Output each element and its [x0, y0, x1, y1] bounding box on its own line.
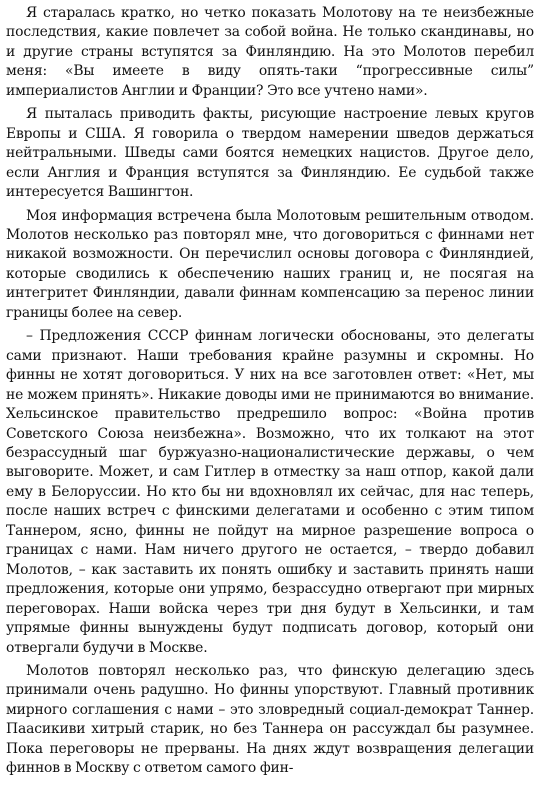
- paragraph-4: – Предложения СССР финнам логически обоснованы, это делегаты сами признают. Наши требования крайне разумны и скромны. Но финны не хотят договориться. У них на все заготовлен ответ: «Нет, мы не можем принять». Никакие доводы ими не принимаются во внимание. Хельсинское правительство предрешило вопрос: «Война против Советского Союза неизбежна». Возможно, что их толкают на этот безрассудный шаг буржуазно-националистические державы, о чем выговорите. Может, и сам Гитлер в отместку за наш отпор, какой дали ему в Белоруссии. Но кто бы ни вдохновлял их сейчас, для нас теперь, после наших встреч с финскими делегатами и особенно с этим типом Таннером, ясно, финны не пойдут на мирное разрешение вопроса о границах с нами. Нам ничего другого не остается, – твердо добавил Молотов, – как заставить их понять ошибку и заставить принять наши предложения, которые они упрямо, безрассудно отвергают при мирных переговорах. Наши войска через три дня будут в Хельсинки, и там упрямые финны вынуждены будут подписать договор, который они отвергали будучи в Москве.: [6, 328, 534, 656]
- paragraph-5: Молотов повторял несколько раз, что финскую делегацию здесь принимали очень радушно. Но финны упорствуют. Главный противник мирного соглашения с нами – это зловредный социал-демократ Таннер. Паасикиви хитрый старик, но без Таннера он рассуждал бы разумнее. Пока переговоры не прерваны. На днях ждут возвращения делегации финнов в Москву с ответом самого фин-: [6, 662, 534, 777]
- paragraph-1: Я старалась кратко, но четко показать Молотову на те неизбежные последствия, какие повлечет за собой война. Не только скандинавы, но и другие страны вступятся за Финляндию. На это Молотов перебил меня: «Вы имеете в виду опять-таки “прогрессивные силы” империалистов Англии и Франции? Это все учтено нами».: [6, 5, 534, 99]
- paragraph-2: Я пыталась приводить факты, рисующие настроение левых кругов Европы и США. Я говорила о твердом намерении шведов держаться нейтральными. Шведы сами боятся немецких нацистов. Другое дело, если Англия и Франция вступятся за Финляндию. Ее судьбой также интересуется Вашингтон.: [6, 106, 534, 201]
- document-page: [6, 4, 534, 779]
- paragraph-3: Моя информация встречена была Молотовым решительным отводом. Молотов несколько раз повторял мне, что договориться с финнами нет никакой возможности. Он перечислил основы договора с Финляндией, которые сводились к обеспечению наших границ и, не посягая на интегритет Финляндии, давали финнам компенсацию за перенос линии границы более на север.: [6, 207, 534, 321]
